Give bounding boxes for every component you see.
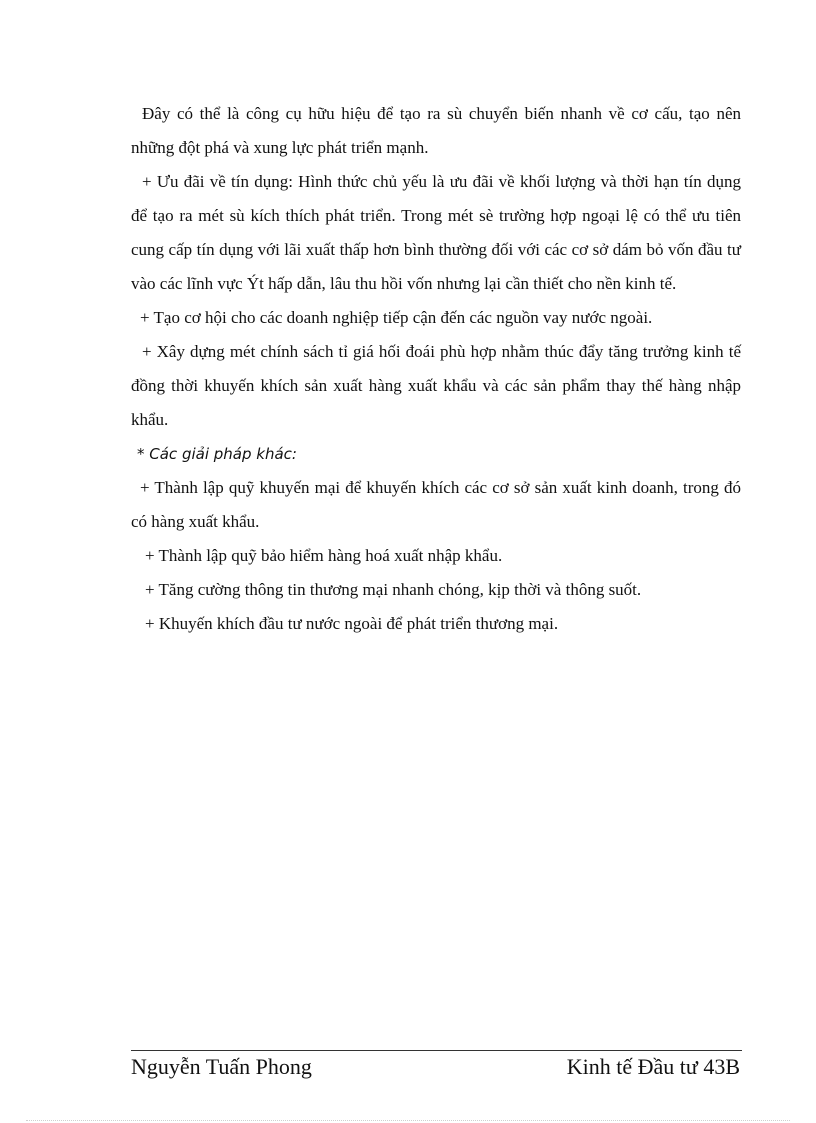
paragraph-exchange-rate: + Xây dựng mét chính sách tỉ giá hối đoái phù hợp nhằm thúc đẩy tăng trưởng kinh tế đồng thời khuyến khích sản xuất hàng xuất khẩu và các sản phẩm thay thế hàng nhập khẩu. [131, 342, 741, 429]
footer-class: Kinh tế Đầu tư 43B [566, 1054, 740, 1079]
paragraph-foreign-loans: + Tạo cơ hội cho các doanh nghiệp tiếp cận đến các nguồn vay nước ngoài. [140, 308, 653, 327]
body-text [131, 97, 741, 641]
paragraph-foreign-investment: + Khuyến khích đầu tư nước ngoài để phát triển thương mại. [145, 614, 559, 633]
paragraph-trade-info: + Tăng cường thông tin thương mại nhanh chóng, kịp thời và thông suốt. [145, 580, 642, 599]
paragraph-credit-incentives: + Ưu đãi về tín dụng: Hình thức chủ yếu là ưu đãi về khối lượng và thời hạn tín dụng để tạo ra mét sù kích thích phát triển. Trong mét sè trường hợp ngoại lệ có thể ưu tiên cung cấp tín dụng với lãi xuất thấp hơn bình thường đối với các cơ sở dám bỏ vốn đầu tư vào các lĩnh vực Ýt hấp dẫn, lâu thu hồi vốn nhưng lại cần thiết cho nền kinh tế. [131, 172, 741, 293]
section-heading-other-solutions: * Các giải pháp khác: [137, 445, 297, 463]
footer-divider [131, 1050, 742, 1051]
footer-author: Nguyễn Tuấn Phong [131, 1054, 312, 1079]
paragraph-insurance-fund: + Thành lập quỹ bảo hiểm hàng hoá xuất nhập khẩu. [145, 546, 503, 565]
page-bottom-border [26, 1120, 790, 1121]
paragraph-promotion-fund: + Thành lập quỹ khuyến mại để khuyến khích các cơ sở sản xuất kinh doanh, trong đó có hàng xuất khẩu. [131, 478, 741, 531]
paragraph-intro: Đây có thể là công cụ hữu hiệu để tạo ra sù chuyển biến nhanh về cơ cấu, tạo nên những đột phá và xung lực phát triển mạnh. [131, 104, 741, 157]
